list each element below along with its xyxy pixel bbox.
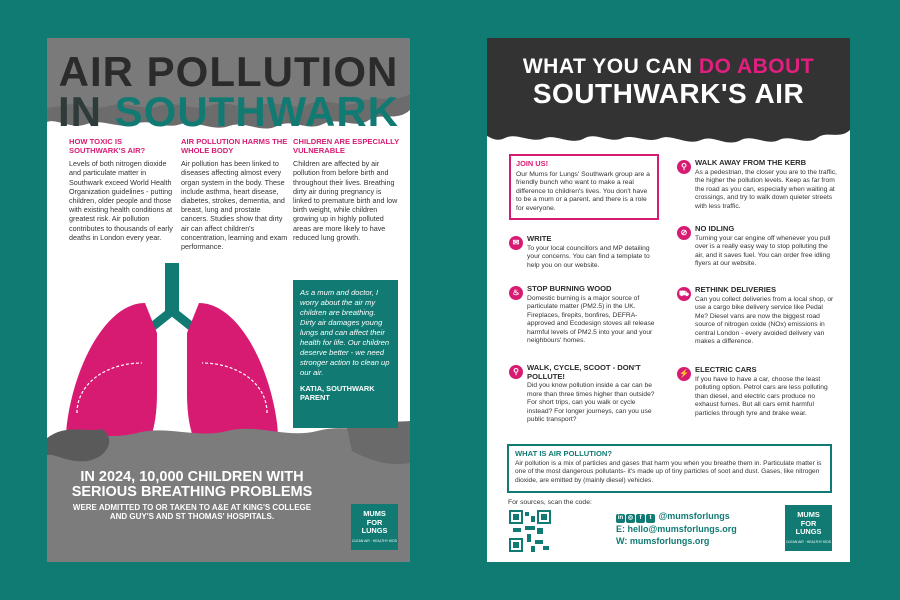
- logo-tagline: CLEAN AIR · HEALTHY KIDS: [786, 539, 831, 544]
- action-heading: NO IDLING: [695, 224, 735, 233]
- action-rethink-deliveries: [695, 286, 837, 347]
- no-entry-icon: ⊘: [677, 226, 691, 240]
- action-no-idling: [695, 225, 837, 269]
- action-heading: STOP BURNING WOOD: [527, 284, 612, 293]
- what-is-air-pollution-box: [507, 444, 832, 493]
- logo-line: MUMS: [797, 510, 820, 519]
- social-handle[interactable]: @mumsforlungs: [658, 511, 730, 521]
- column-heading: AIR POLLUTION HARMS THE WHOLE BODY: [181, 137, 288, 155]
- walker-icon: ⚲: [677, 160, 691, 174]
- statistic-detail: WERE ADMITTED TO OR TAKEN TO A&E AT KING'S COLLEGE AND GUY'S AND ST THOMAS' HOSPITALS.: [72, 503, 312, 522]
- column-body: Levels of both nitrogen dioxide and particulate matter in Southwark exceed World Health Organization guidelines - putting children, older people and those with existing health conditions at greatest risk. Air pollution contributes to thousands of early deaths in London every year.: [69, 159, 173, 242]
- title-line-1: AIR POLLUTION: [58, 48, 399, 95]
- qr-code-icon[interactable]: [509, 510, 551, 552]
- page-title: [47, 48, 410, 135]
- column-body: Children are affected by air pollution from before birth and throughout their lives. Breathing dirty air during pregnancy is linked to premature birth and low birth weight, while children growing up in highly polluted areas are more likely to have reduced lung growth.: [293, 159, 398, 242]
- social-icons: [616, 510, 656, 523]
- electric-car-icon: ⚡: [677, 367, 691, 381]
- action-heading: WALK, CYCLE, SCOOT - DON'T POLLUTE!: [527, 363, 641, 381]
- action-body: If you have to have a car, choose the least polluting option. Petrol cars are less polluting than diesel, and electric cars produce no exhaust fumes. But all cars emit harmful particles through tyre and brake wear.: [695, 375, 828, 417]
- left-poster: [47, 38, 410, 562]
- logo-line: LUNGS: [795, 527, 822, 537]
- action-heading: WRITE: [527, 234, 552, 243]
- mums-for-lungs-logo: [785, 505, 832, 551]
- action-heading: WALK AWAY FROM THE KERB: [695, 158, 807, 167]
- logo-line: FOR: [366, 517, 383, 527]
- title-line-1: [487, 55, 850, 79]
- envelope-icon: ✉: [509, 236, 523, 250]
- instagram-icon[interactable]: ◎: [627, 515, 634, 522]
- quote-author: KATIA, SOUTHWARK PARENT: [300, 384, 375, 402]
- column-heading: HOW TOXIC IS SOUTHWARK'S AIR?: [69, 137, 146, 155]
- parent-quote: [293, 280, 398, 428]
- column-body: Air pollution has been linked to diseases affecting almost every organ system in the body. These include asthma, heart disease, diabetes, strokes, dementia, and breast, lung and prostate cancers. Studies show that dirty air can affect children's concentration, learning and exam performance.: [181, 159, 288, 252]
- action-stop-burning-wood: [527, 285, 662, 346]
- title-in: IN: [58, 88, 102, 135]
- action-heading: ELECTRIC CARS: [695, 365, 757, 374]
- title-line-2: SOUTHWARK'S AIR: [532, 78, 805, 109]
- logo-tagline: CLEAN AIR · HEALTHY KIDS: [352, 538, 397, 543]
- linkedin-icon[interactable]: in: [617, 515, 624, 522]
- quote-text: As a mum and doctor, I worry about the air my children are breathing. Dirty air damages young lungs and can affect their health for life. Our children deserve better - we need stronger action to clean up our air.: [300, 288, 390, 377]
- title-part-accent: DO ABOUT: [698, 55, 815, 78]
- email-text[interactable]: E: hello@mumsforlungs.org: [616, 524, 737, 535]
- column-children: [293, 138, 401, 242]
- join-body: Our Mums for Lungs' Southwark group are a friendly bunch who want to make a real difference to children's lives. You don't have to be a mum or a parent, and there is a role for everyone.: [516, 170, 650, 212]
- fire-icon: ♨: [509, 286, 523, 300]
- what-body: Air pollution is a mix of particles and gases that harm you when you breathe them in. Particulate matter is one of the most dangerous pollutants- it's made up of tiny particles of soot and dust. Gases, like nitrogen dioxide, are emitted by (mainly diesel) vehicles.: [515, 460, 822, 484]
- statistic-block: [67, 470, 317, 522]
- social-row: [616, 510, 737, 523]
- mums-for-lungs-logo: [351, 504, 398, 550]
- page-title: [487, 55, 850, 109]
- title-line-2: [47, 88, 410, 135]
- facebook-icon[interactable]: f: [636, 514, 645, 523]
- title-part: WHAT YOU CAN: [522, 55, 693, 78]
- statistic-headline: IN 2024, 10,000 CHILDREN WITH SERIOUS BREATHING PROBLEMS: [71, 469, 313, 500]
- action-heading: RETHINK DELIVERIES: [695, 285, 777, 294]
- action-walk-away-from-kerb: [695, 159, 837, 211]
- action-body: As a pedestrian, the closer you are to the traffic, the higher the pollution levels. Keep as far from the road as you can, especially when waiting at crossings, and try to walk down quieter streets with less traffic.: [695, 168, 837, 210]
- title-accent: SOUTHWARK: [114, 88, 399, 135]
- contact-block: [616, 510, 737, 547]
- join-heading: JOIN US!: [516, 159, 549, 168]
- action-body: Can you collect deliveries from a local shop, or use a cargo bike delivery service like Pedal Me? Diesel vans are now the biggest road source of nitrogen oxide (NOx) emissions in central London - every avoided delivery van makes a difference.: [695, 295, 834, 346]
- right-poster: [487, 38, 850, 562]
- action-body: Did you know pollution inside a car can be more than three times higher than outside? For short trips, can you walk or cycle instead? For longer journeys, can you use public transport?: [527, 382, 655, 424]
- join-us-box: [509, 154, 659, 220]
- twitter-icon[interactable]: t: [646, 514, 655, 523]
- what-heading: WHAT IS AIR POLLUTION?: [515, 449, 613, 458]
- column-toxic: [69, 138, 177, 242]
- action-walk-cycle-scoot: [527, 364, 662, 425]
- cargo-bike-icon: ⛟: [677, 287, 691, 301]
- column-harms: [181, 138, 289, 251]
- action-body: Turning your car engine off whenever you pull over is a really easy way to stop polluting the air, and it saves fuel. You can order free idling flyers at our website.: [695, 234, 831, 268]
- action-body: Domestic burning is a major source of particulate matter (PM2.5) in the UK. Fireplaces, firepits, bonfires, DEFRA-approved and Ecodesign stoves all release harmful levels of PM2.5 into your and your neighbours' homes.: [527, 294, 655, 345]
- logo-line: FOR: [800, 518, 817, 528]
- action-body: To your local councillors and MP detailing your concerns. You can find a template to help you on our website.: [527, 244, 650, 269]
- sources-label: For sources, scan the code:: [508, 499, 592, 506]
- website-text[interactable]: W: mumsforlungs.org: [616, 536, 710, 547]
- action-write: [527, 235, 662, 270]
- column-heading: CHILDREN ARE ESPECIALLY VULNERABLE: [293, 137, 400, 155]
- logo-line: MUMS: [363, 509, 386, 518]
- walking-icon: ⚲: [509, 365, 523, 379]
- action-electric-cars: [695, 366, 837, 418]
- logo-line: LUNGS: [361, 526, 388, 536]
